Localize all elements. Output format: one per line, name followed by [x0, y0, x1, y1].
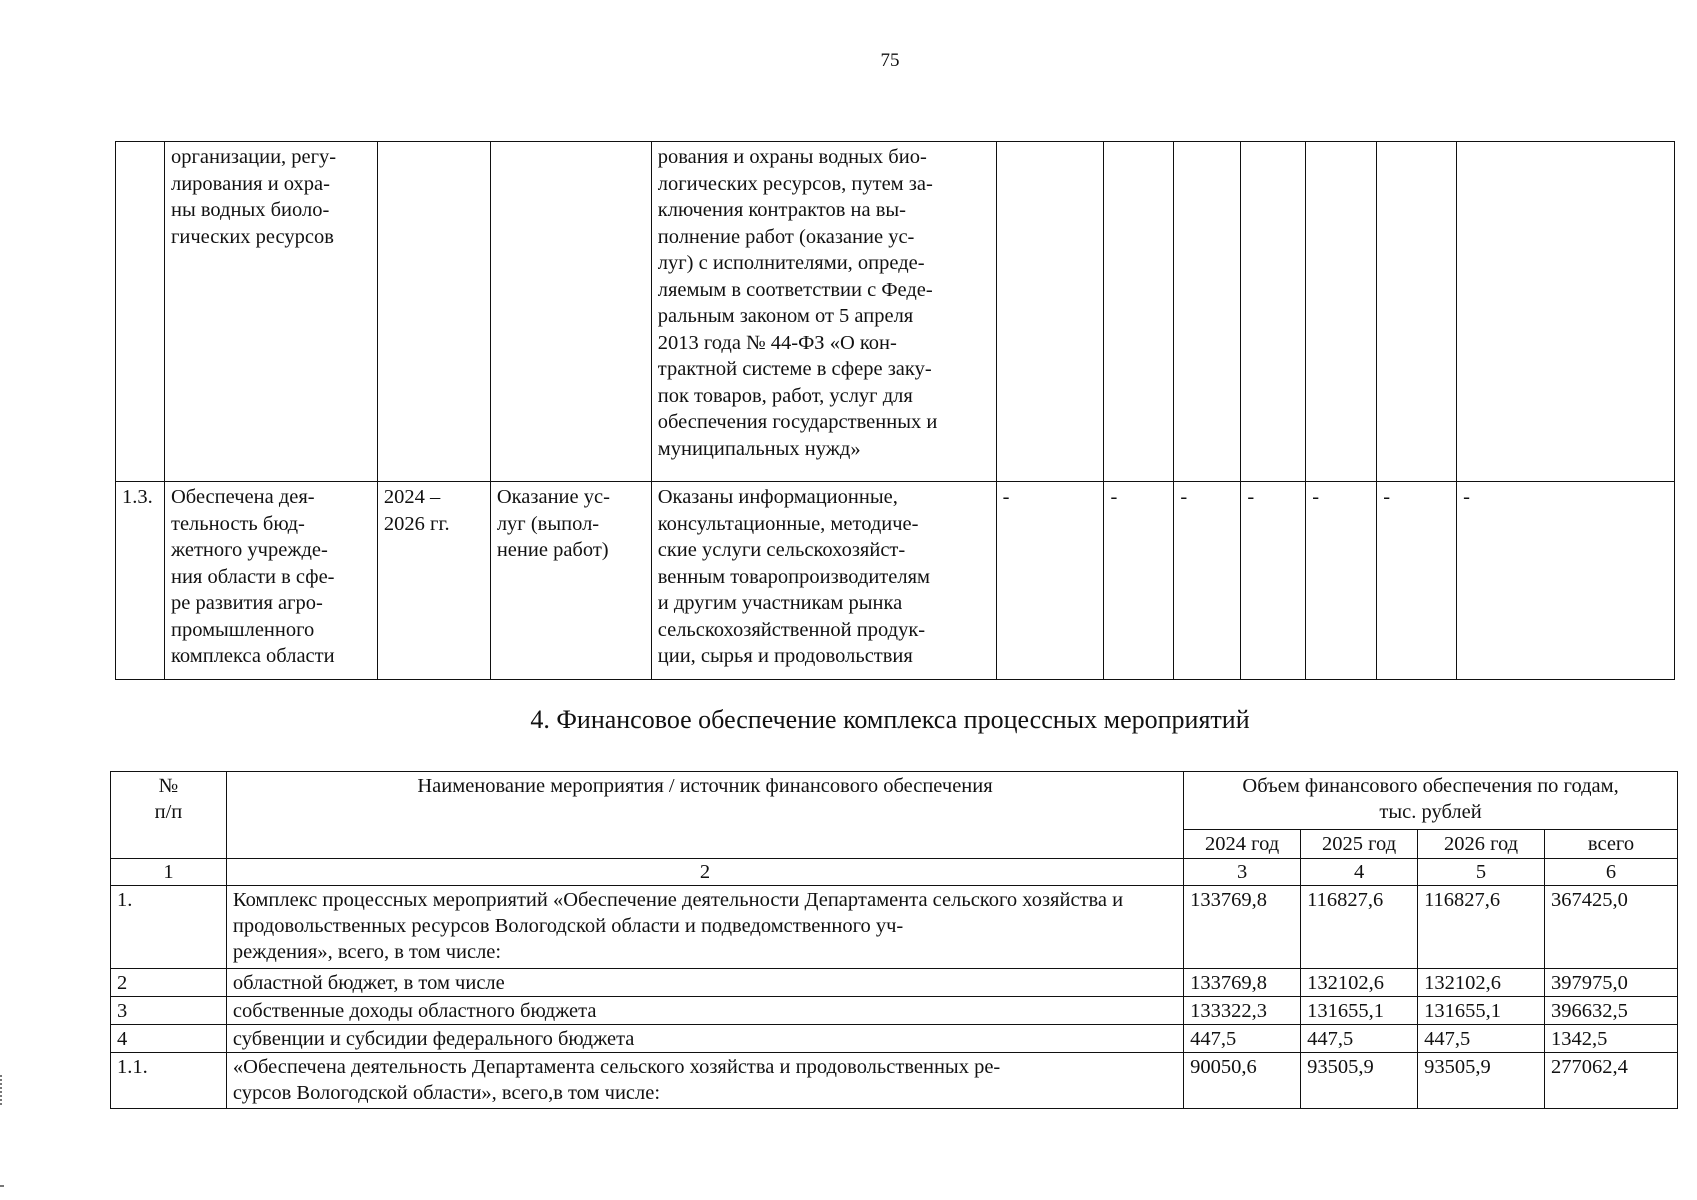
col-number: 4 [1301, 859, 1418, 886]
table-row [116, 142, 1675, 482]
year-header: 2024 год [1184, 830, 1301, 859]
value-2025: 447,5 [1301, 1025, 1418, 1053]
value-cell: - [1377, 482, 1457, 680]
col-number: 3 [1184, 859, 1301, 886]
value-cell: - [1241, 482, 1306, 680]
task-name: организации, регу- лирования и охра- ны водных биоло- гических ресурсов [164, 142, 377, 482]
row-name: «Обеспечена деятельность Департамента сельского хозяйства и продовольственных ре- сурсов Вологодской области», всего,в том числе: [226, 1053, 1183, 1109]
value-cell [1241, 142, 1306, 482]
value-2025: 132102,6 [1301, 969, 1418, 997]
row-number: 1.3. [116, 482, 165, 680]
row-number: 1. [111, 886, 227, 969]
value-total: 1342,5 [1545, 1025, 1678, 1053]
page-number: 75 [880, 50, 900, 71]
col-number: 2 [226, 859, 1183, 886]
value-2024: 447,5 [1184, 1025, 1301, 1053]
table-row [111, 1053, 1678, 1109]
column-numbers-row [111, 859, 1678, 886]
table-row [111, 969, 1678, 997]
row-name: Комплекс процессных мероприятий «Обеспечение деятельности Департамента сельского хозяйства и продовольственных ресурсов Вологодской области и подведомственного уч- реждения», всего, в том числе: [226, 886, 1183, 969]
value-cell [1377, 142, 1457, 482]
period [377, 142, 490, 482]
value-cell [1104, 142, 1174, 482]
scan-margin-mark [0, 1075, 8, 1105]
value-total: 277062,4 [1545, 1053, 1678, 1109]
value-2024: 133322,3 [1184, 997, 1301, 1025]
task-name: Обеспечена дея- тельность бюд- жетного учрежде- ния области в сфе- ре развития агро- промышленного комплекса области [164, 482, 377, 680]
value-total: 396632,5 [1545, 997, 1678, 1025]
value-cell [1174, 142, 1241, 482]
financing-table [110, 771, 1678, 1109]
value-2025: 93505,9 [1301, 1053, 1418, 1109]
value-cell [1306, 142, 1377, 482]
row-number: 3 [111, 997, 227, 1025]
value-2024: 133769,8 [1184, 886, 1301, 969]
row-name: областной бюджет, в том числе [226, 969, 1183, 997]
year-header: 2026 год [1418, 830, 1545, 859]
row-number: 1.1. [111, 1053, 227, 1109]
scan-edge-mark [0, 1185, 4, 1187]
value-2026: 131655,1 [1418, 997, 1545, 1025]
value-cell: - [1104, 482, 1174, 680]
characteristic: Оказаны информационные, консультационные, методиче- ские услуги сельскохозяйст- венным товаропроизводителям и другим участникам рынка сельскохозяйственной продук- ции, сырья и продовольствия [651, 482, 996, 680]
value-2026: 116827,6 [1418, 886, 1545, 969]
value-2025: 131655,1 [1301, 997, 1418, 1025]
value-2024: 90050,6 [1184, 1053, 1301, 1109]
value-2026: 132102,6 [1418, 969, 1545, 997]
measures-table [115, 141, 1675, 680]
year-header: 2025 год [1301, 830, 1418, 859]
period: 2024 – 2026 гг. [377, 482, 490, 680]
value-cell: - [1457, 482, 1675, 680]
name-header: Наименование мероприятия / источник финансового обеспечения [226, 772, 1183, 859]
row-number: 4 [111, 1025, 227, 1053]
col-number: 5 [1418, 859, 1545, 886]
volume-header: Объем финансового обеспечения по годам, тыс. рублей [1184, 772, 1678, 830]
characteristic: рования и охраны водных био- логических ресурсов, путем за- ключения контрактов на вы- полнение работ (оказание ус- луг) с исполнителями, опреде- ляемым в соответствии с Феде- ральным законом от 5 апреля 2013 года № 44-ФЗ «О кон- трактной системе в сфере заку- пок товаров, работ, услуг для обеспечения государственных и муниципальных нужд» [651, 142, 996, 482]
col-number: 6 [1545, 859, 1678, 886]
col-number: 1 [111, 859, 227, 886]
num-header: № п/п [111, 772, 227, 859]
total-header: всего [1545, 830, 1678, 859]
value-2026: 447,5 [1418, 1025, 1545, 1053]
row-number: 2 [111, 969, 227, 997]
table-row [111, 1025, 1678, 1053]
value-cell [1457, 142, 1675, 482]
row-number [116, 142, 165, 482]
value-2024: 133769,8 [1184, 969, 1301, 997]
value-2026: 93505,9 [1418, 1053, 1545, 1109]
value-total: 397975,0 [1545, 969, 1678, 997]
table-row [111, 997, 1678, 1025]
value-cell: - [996, 482, 1104, 680]
value-cell: - [1174, 482, 1241, 680]
value-cell: - [1306, 482, 1377, 680]
type [490, 142, 651, 482]
row-name: собственные доходы областного бюджета [226, 997, 1183, 1025]
section-title: 4. Финансовое обеспечение комплекса процессных мероприятий [530, 705, 1250, 734]
row-name: субвенции и субсидии федерального бюджета [226, 1025, 1183, 1053]
header-row [111, 772, 1678, 830]
value-2025: 116827,6 [1301, 886, 1418, 969]
table-row [111, 886, 1678, 969]
table-row [116, 482, 1675, 680]
type: Оказание ус- луг (выпол- нение работ) [490, 482, 651, 680]
value-cell [996, 142, 1104, 482]
value-total: 367425,0 [1545, 886, 1678, 969]
